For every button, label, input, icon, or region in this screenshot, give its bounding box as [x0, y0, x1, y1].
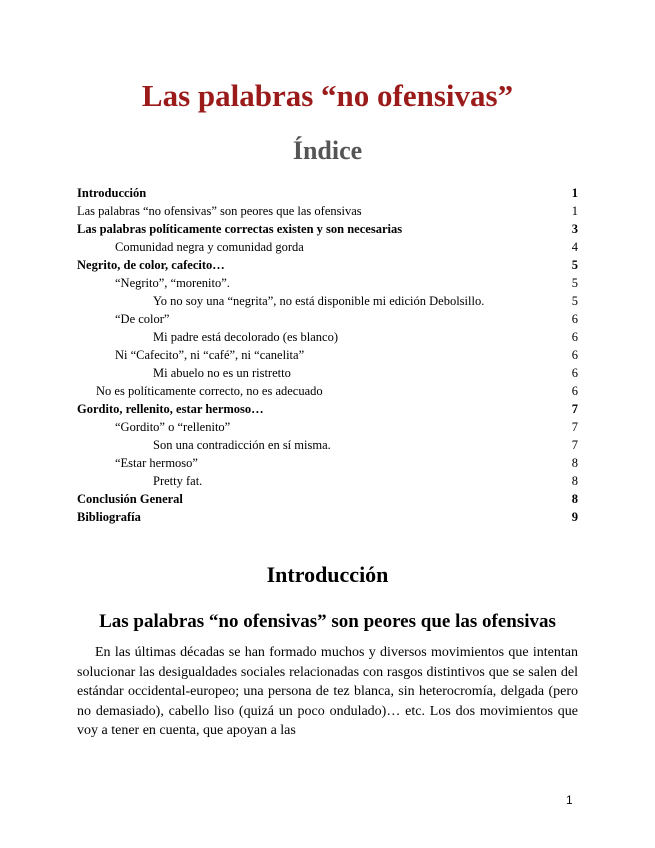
toc-entry-text: “Gordito” o “rellenito”	[115, 420, 231, 434]
toc-entry-text: Negrito, de color, cafecito…	[77, 258, 225, 272]
page-number: 1	[566, 793, 573, 807]
toc-entry-text: Son una contradicción en sí misma.	[153, 438, 331, 452]
toc-entry[interactable]	[77, 382, 578, 400]
toc-entry[interactable]	[77, 436, 578, 454]
toc-entry-page: 6	[571, 312, 578, 326]
toc-entry-page: 6	[571, 330, 578, 344]
toc-entry-page: 8	[571, 474, 578, 488]
toc-entry-page: 8	[571, 456, 578, 470]
toc-entry[interactable]	[77, 364, 578, 382]
toc-entry-page: 1	[571, 186, 578, 200]
toc-entry-page: 3	[571, 222, 578, 236]
toc-entry-text: Las palabras políticamente correctas existen y son necesarias	[77, 222, 403, 236]
toc-heading: Índice	[292, 136, 363, 165]
page-title: Las palabras “no ofensivas”	[141, 78, 514, 113]
toc-entry-text: Gordito, rellenito, estar hermoso…	[77, 402, 264, 416]
toc-entry-page: 1	[571, 204, 578, 218]
toc-entry-page: 8	[571, 492, 578, 506]
toc-entry[interactable]	[77, 508, 578, 526]
toc-entry-text: “Negrito”, “morenito”.	[115, 276, 230, 290]
toc-entry[interactable]	[77, 310, 578, 328]
toc-entry[interactable]	[77, 400, 578, 418]
toc-entry-text: Las palabras “no ofensivas” son peores que las ofensivas	[77, 204, 362, 218]
toc-entry-text: “Estar hermoso”	[115, 456, 198, 470]
toc-entry[interactable]	[77, 328, 578, 346]
toc-entry-text: Introducción	[77, 186, 147, 200]
toc-entry[interactable]	[77, 274, 578, 292]
toc-entry-page: 6	[571, 366, 578, 380]
toc-entry-text: Conclusión General	[77, 492, 183, 506]
section-heading: Introducción	[266, 562, 389, 587]
toc-entry[interactable]	[77, 454, 578, 472]
toc-entry-page: 5	[571, 276, 578, 290]
toc-entry[interactable]	[77, 292, 578, 310]
toc-entry[interactable]	[77, 418, 578, 436]
toc-entry[interactable]	[77, 490, 578, 508]
toc-entry-page: 9	[571, 510, 578, 524]
toc-entry[interactable]	[77, 256, 578, 274]
toc-entry[interactable]	[77, 184, 578, 202]
subsection-heading: Las palabras “no ofensivas” son peores que las ofensivas	[99, 611, 556, 632]
toc-entry-text: Yo no soy una “negrita”, no está disponible mi edición Debolsillo.	[153, 294, 485, 308]
toc-entry-page: 7	[571, 402, 578, 416]
body-paragraph: En las últimas décadas se han formado muchos y diversos movimientos que intentan solucionar las desigualdades sociales relacionadas con rasgos distintivos que se salen del estándar occidental-europeo; una persona de tez blanca, sin heterocromía, delgada (pero no demasiado), cabello liso (quizá un poco ondulado)… etc. Los dos movimientos que voy a tener en cuenta, que apoyan a las	[77, 645, 578, 738]
toc-entry-text: Mi abuelo no es un ristretto	[153, 366, 291, 380]
toc-entry-page: 7	[571, 438, 578, 452]
toc-entry-text: Comunidad negra y comunidad gorda	[115, 240, 304, 254]
table-of-contents	[77, 184, 578, 526]
toc-entry[interactable]	[77, 202, 578, 220]
toc-entry-page: 7	[571, 420, 578, 434]
toc-entry-page: 4	[571, 240, 578, 254]
toc-entry[interactable]	[77, 472, 578, 490]
toc-entry-text: Pretty fat.	[153, 474, 203, 488]
toc-entry-text: Ni “Cafecito”, ni “café”, ni “canelita”	[115, 348, 305, 362]
toc-entry-text: No es políticamente correcto, no es adecuado	[96, 384, 323, 398]
toc-entry-text: Mi padre está decolorado (es blanco)	[153, 330, 338, 344]
toc-entry-text: Bibliografía	[77, 510, 141, 524]
toc-entry-page: 5	[571, 294, 578, 308]
toc-entry[interactable]	[77, 238, 578, 256]
toc-entry[interactable]	[77, 346, 578, 364]
toc-entry-page: 5	[571, 258, 578, 272]
toc-entry-page: 6	[571, 384, 578, 398]
toc-entry-page: 6	[571, 348, 578, 362]
toc-entry[interactable]	[77, 220, 578, 238]
toc-entry-text: “De color”	[115, 312, 170, 326]
